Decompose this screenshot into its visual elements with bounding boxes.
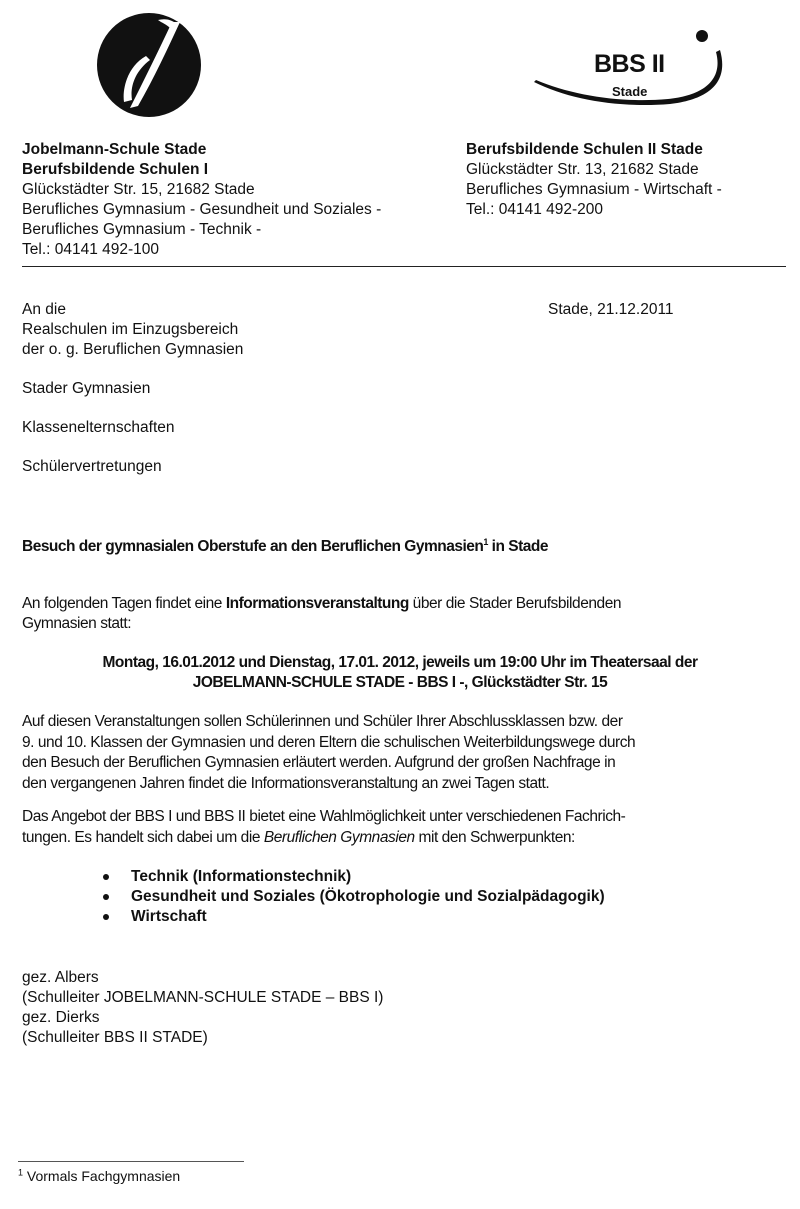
signature-1: gez. Albers	[22, 969, 99, 986]
subject-suffix: in Stade	[487, 538, 548, 555]
recipient-klasseneltern: Klassenelternschaften	[22, 419, 175, 436]
subject-line	[22, 537, 548, 557]
event-line-1: Montag, 16.01.2012 und Dienstag, 17.01. 2012, jeweils um 19:00 Uhr im Theatersaal der	[102, 654, 698, 671]
bullet-icon	[103, 874, 109, 880]
school-name-right: Berufsbildende Schulen II Stade	[466, 141, 703, 158]
letterhead-right	[466, 140, 722, 220]
focus-list	[103, 867, 605, 927]
paragraph-1	[22, 712, 635, 794]
recipient-line-3: der o. g. Beruflichen Gymnasien	[22, 341, 244, 358]
paragraph-2	[22, 807, 625, 848]
bullet-icon	[103, 914, 109, 920]
intro-paragraph	[22, 594, 621, 634]
phone-right: Tel.: 04141 492-200	[466, 201, 604, 218]
bbs2-logo-subtitle: Stade	[612, 84, 648, 99]
paragraph-1-line: den Besuch der Beruflichen Gymnasien erläutert werden. Aufgrund der großen Nachfrage in	[22, 754, 616, 771]
paragraph-2-italic: Beruflichen Gymnasien	[263, 828, 415, 846]
recipient-line-1: An die	[22, 301, 66, 318]
list-item	[103, 887, 605, 907]
jobelmann-logo	[88, 8, 208, 118]
paragraph-1-line: 9. und 10. Klassen der Gymnasien und deren Eltern die schulischen Weiterbildungswege durch	[22, 733, 636, 751]
bbs2-logo	[530, 20, 750, 120]
address-left: Glückstädter Str. 15, 21682 Stade	[22, 181, 255, 198]
address-right: Glückstädter Str. 13, 21682 Stade	[466, 161, 699, 178]
school-subname-left: Berufsbildende Schulen I	[22, 161, 209, 178]
list-item-text: Technik (Informationstechnik)	[131, 868, 352, 885]
footnote-mark: 1	[18, 1167, 24, 1178]
event-line-2: JOBELMANN-SCHULE STADE - BBS I -, Glückstädter Str. 15	[192, 674, 608, 691]
paragraph-2-pre: tungen. Es handelt sich dabei um die	[22, 828, 264, 846]
paragraph-1-line: Auf diesen Veranstaltungen sollen Schülerinnen und Schüler Ihrer Abschlussklassen bzw. der	[22, 713, 623, 730]
school-name-left: Jobelmann-Schule Stade	[22, 141, 207, 158]
intro-pre: An folgenden Tagen findet eine	[22, 595, 226, 612]
program-right-1: Berufliches Gymnasium - Wirtschaft -	[466, 181, 722, 198]
footnote	[18, 1168, 180, 1184]
paragraph-2-post: mit den Schwerpunkten:	[414, 828, 575, 846]
signature-1-role: (Schulleiter JOBELMANN-SCHULE STADE – BBS I)	[22, 989, 384, 1006]
program-left-2: Berufliches Gymnasium - Technik -	[22, 221, 262, 238]
recipient-line-2: Realschulen im Einzugsbereich	[22, 321, 239, 338]
list-item	[103, 907, 605, 927]
bullet-icon	[103, 894, 109, 900]
recipients	[22, 300, 243, 477]
jobelmann-logo-icon	[88, 8, 208, 118]
list-item-text: Gesundheit und Soziales (Ökotrophologie und Sozialpädagogik)	[131, 888, 605, 905]
recipient-schuelervertretungen: Schülervertretungen	[22, 458, 162, 475]
intro-bold: Informationsveranstaltung	[225, 595, 409, 612]
phone-left: Tel.: 04141 492-100	[22, 241, 160, 258]
footnote-text: Vormals Fachgymnasien	[23, 1168, 181, 1184]
intro-post: über die Stader Berufsbildenden	[408, 595, 622, 612]
list-item-text: Wirtschaft	[131, 908, 207, 925]
letter-date: Stade, 21.12.2011	[548, 301, 674, 318]
letterhead-divider	[22, 266, 786, 267]
signature-2: gez. Dierks	[22, 1009, 100, 1026]
footnote-divider	[18, 1161, 244, 1162]
footnote-ref: 1	[483, 536, 488, 547]
bbs2-logo-title: BBS II	[594, 50, 665, 78]
paragraph-1-line: den vergangenen Jahren findet die Informationsveranstaltung an zwei Tagen statt.	[22, 774, 550, 792]
program-left-1: Berufliches Gymnasium - Gesundheit und Soziales -	[22, 201, 382, 218]
signatures	[22, 968, 383, 1048]
letterhead-left	[22, 140, 381, 260]
subject-text: Besuch der gymnasialen Oberstufe an den Beruflichen Gymnasien	[22, 538, 484, 555]
event-details	[22, 653, 778, 693]
list-item	[103, 867, 605, 887]
paragraph-2-line-1: Das Angebot der BBS I und BBS II bietet eine Wahlmöglichkeit unter verschiedenen Fachrich-	[22, 808, 626, 825]
intro-line-2: Gymnasien statt:	[22, 615, 132, 632]
signature-2-role: (Schulleiter BBS II STADE)	[22, 1029, 208, 1046]
recipient-gymnasien: Stader Gymnasien	[22, 380, 151, 397]
